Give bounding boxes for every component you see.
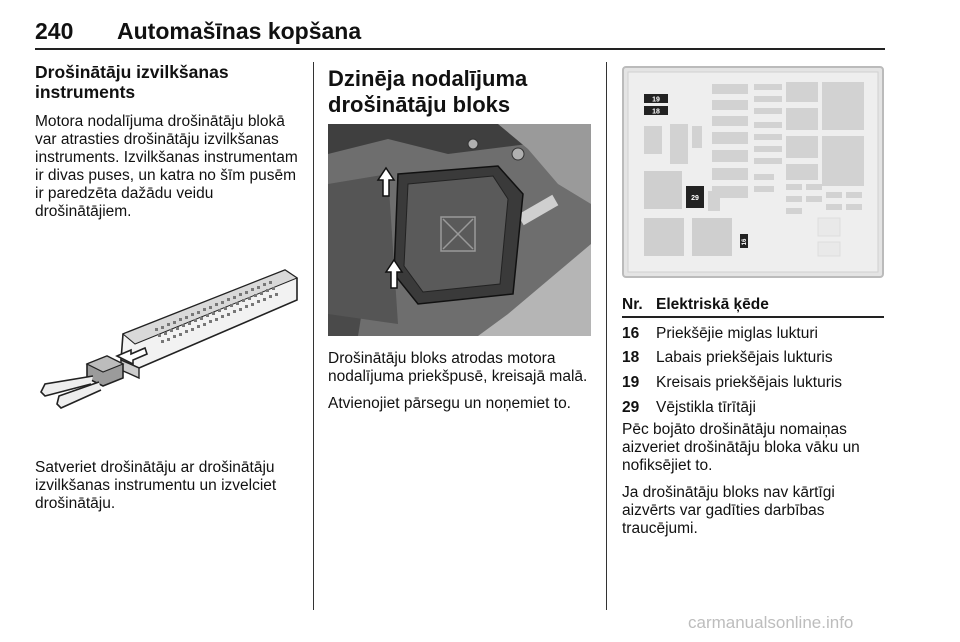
- fuse-extractor-illustration: [35, 262, 300, 412]
- fuse-number: 18: [622, 349, 640, 366]
- circuit-name: Priekšējie miglas lukturi: [656, 325, 818, 342]
- fuse-extractor-heading: Drošinātāju izvilkšanas instruments: [35, 62, 229, 102]
- watermark: carmanualsonline.info: [688, 613, 854, 632]
- column-header-nr: Nr.: [622, 294, 656, 317]
- fuse-label-18: 18: [652, 108, 660, 116]
- fuse-number: 16: [622, 325, 640, 342]
- fuse-box-location-text: Drošinātāju bloks atrodas motora nodalījuma priekšpusē, kreisajā malā.: [328, 350, 588, 385]
- page-number: 240: [35, 18, 74, 44]
- fuse-label-19: 19: [652, 96, 660, 104]
- right-text: [622, 421, 884, 538]
- circuit-name: Vējstikla tīrītāji: [656, 399, 756, 416]
- middle-text: [328, 350, 593, 413]
- fuse-box-diagram: [622, 66, 884, 278]
- table-row: [622, 346, 884, 371]
- middle-column: [328, 66, 593, 118]
- warning-text: Ja drošinātāju bloks nav kārtīgi aizvērts var gadīties darbības traucējumi.: [622, 484, 835, 537]
- circuit-name: Labais priekšējais lukturis: [656, 349, 833, 366]
- table-row: [622, 371, 884, 396]
- engine-compartment-photo: [328, 124, 591, 336]
- fuse-label-16: 16: [742, 238, 748, 246]
- column-header-circuit: Elektriskā ķēde: [656, 294, 884, 317]
- circuit-name: Kreisais priekšējais lukturis: [656, 374, 843, 391]
- table-row: [622, 396, 884, 421]
- fuse-label-29: 29: [691, 195, 699, 202]
- page-header: [35, 10, 885, 50]
- fuse-extractor-paragraph: Motora nodalījuma drošinātāju blokā var atrasties drošinātāju izvilkšanas instruments. Izvilkšanas instrumentam ir divas puses, un katra no šīm pusēm ir paredzēta dažādu veidu drošinātājiem.: [35, 113, 298, 220]
- fuse-number: 29: [622, 399, 640, 416]
- table-header-row: [622, 294, 884, 317]
- fuse-number: 19: [622, 374, 640, 391]
- column-divider: [606, 62, 607, 610]
- column-divider: [313, 62, 314, 610]
- remove-cover-text: Atvienojiet pārsegu un noņemiet to.: [328, 395, 571, 412]
- close-cover-text: Pēc bojāto drošinātāju nomaiņas aizveriet drošinātāju bloka vāku un nofiksējiet to.: [622, 421, 860, 474]
- engine-fuse-box-heading: Dzinēja nodalījuma drošinātāju bloks: [328, 66, 528, 117]
- fuse-table: [622, 294, 884, 421]
- table-row: [622, 317, 884, 346]
- left-column: [35, 62, 305, 221]
- fuse-extractor-instruction: Satveriet drošinātāju ar drošinātāju izvilkšanas instrumentu un izvelciet drošinātāju.: [35, 459, 277, 512]
- section-title: Automašīnas kopšana: [117, 18, 362, 44]
